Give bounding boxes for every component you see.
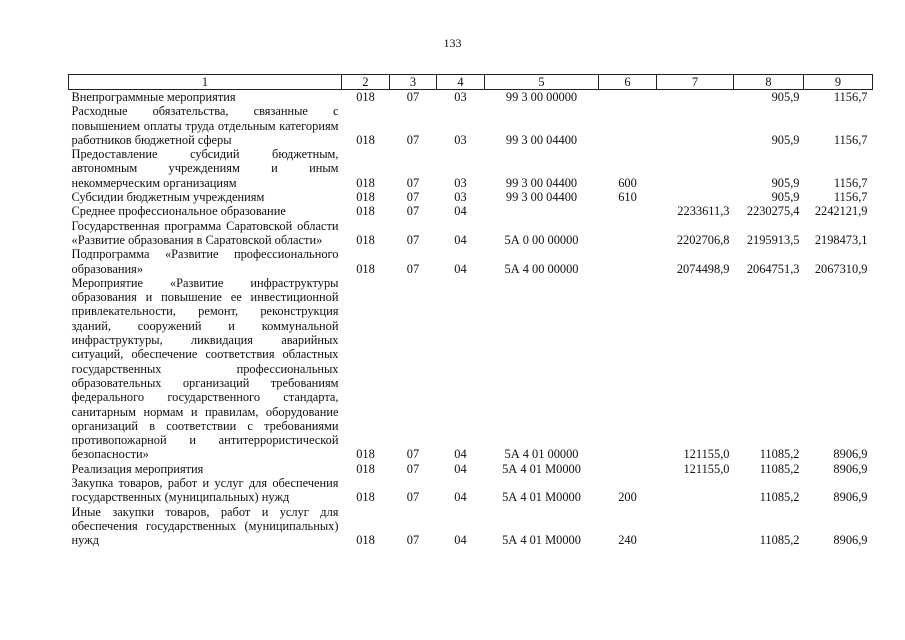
row-amount-col8: 11085,2 — [759, 461, 800, 476]
row-name: Среднее профессиональное образование — [71, 204, 286, 219]
row-target-article: 5А 4 00 00000 — [504, 261, 579, 276]
table-row — [69, 204, 873, 218]
row-expense-type: 240 — [618, 533, 637, 548]
row-amount-col9: 2067310,9 — [814, 261, 868, 276]
header-col-4: 4 — [437, 75, 485, 90]
row-name: Предоставление субсидий бюджетным, автономным учреждениям и иным некоммерческим организациям — [71, 147, 339, 190]
row-amount-col8: 905,9 — [771, 175, 800, 190]
row-target-article: 99 3 00 04400 — [505, 132, 578, 147]
row-ministry-code: 018 — [356, 447, 375, 462]
row-amount-col9: 8906,9 — [833, 447, 868, 462]
row-section: 07 — [406, 190, 420, 205]
row-expense-type — [599, 90, 657, 105]
row-amount-col7: 2074498,9 — [676, 261, 730, 276]
row-subsection: 04 — [454, 204, 467, 219]
row-section: 07 — [406, 447, 420, 462]
row-amount-col7 — [657, 476, 734, 505]
header-col-3: 3 — [390, 75, 437, 90]
table-body — [69, 90, 873, 548]
row-target-article: 5А 4 01 М0000 — [502, 461, 581, 476]
table-row — [69, 247, 873, 276]
budget-table — [68, 74, 873, 548]
row-ministry-code: 018 — [356, 490, 375, 505]
row-amount-col8: 905,9 — [771, 190, 800, 205]
row-expense-type: 200 — [618, 490, 637, 505]
row-amount-col8: 2230275,4 — [746, 204, 800, 219]
row-target-article: 5А 4 01 00000 — [504, 447, 579, 462]
header-col-8: 8 — [734, 75, 804, 90]
row-name: Внепрограммные мероприятия — [71, 90, 236, 104]
row-subsection: 04 — [454, 533, 467, 548]
row-amount-col7: 2233611,3 — [677, 204, 730, 219]
row-amount-col7 — [657, 90, 734, 105]
row-ministry-code: 018 — [356, 461, 375, 476]
row-ministry-code: 018 — [356, 204, 375, 219]
row-amount-col9: 2198473,1 — [814, 232, 868, 247]
row-ministry-code: 018 — [356, 533, 375, 548]
row-subsection: 04 — [454, 232, 467, 247]
row-amount-col8: 11085,2 — [759, 533, 800, 548]
row-expense-type — [599, 247, 657, 276]
row-amount-col7 — [657, 505, 734, 548]
row-ministry-code: 018 — [356, 261, 375, 276]
row-target-article — [485, 204, 599, 218]
table-header — [69, 75, 873, 90]
row-target-article: 5А 0 00 00000 — [504, 232, 579, 247]
row-subsection: 03 — [454, 132, 467, 147]
row-ministry-code: 018 — [356, 190, 375, 205]
row-amount-col9: 8906,9 — [833, 490, 868, 505]
row-subsection: 04 — [454, 447, 467, 462]
row-section: 07 — [406, 490, 420, 505]
row-ministry-code: 018 — [356, 175, 375, 190]
row-target-article: 5А 4 01 М0000 — [502, 533, 581, 548]
row-amount-col7 — [657, 104, 734, 147]
row-section: 07 — [406, 204, 420, 219]
row-expense-type: 600 — [618, 175, 637, 190]
table-row — [69, 505, 873, 548]
row-section: 07 — [406, 533, 420, 548]
row-expense-type — [599, 462, 657, 476]
row-ministry-code: 018 — [356, 232, 375, 247]
table-row — [69, 219, 873, 248]
table-row — [69, 462, 873, 476]
row-ministry-code: 018 — [356, 90, 375, 104]
row-amount-col9: 1156,7 — [833, 190, 868, 205]
row-subsection: 04 — [454, 490, 467, 505]
table-row — [69, 276, 873, 462]
header-col-9: 9 — [804, 75, 873, 90]
row-name: Субсидии бюджетным учреждениям — [71, 190, 265, 205]
row-name: Государственная программа Саратовской области «Развитие образования в Саратовской области» — [71, 218, 339, 247]
header-col-7: 7 — [657, 75, 734, 90]
header-col-1: 1 — [69, 75, 342, 90]
header-row — [69, 75, 873, 90]
header-col-5: 5 — [485, 75, 599, 90]
row-amount-col8: 11085,2 — [759, 490, 800, 505]
row-subsection: 03 — [454, 175, 467, 190]
row-amount-col9: 2242121,9 — [814, 204, 868, 219]
row-section: 07 — [406, 90, 420, 104]
row-amount-col9: 1156,7 — [833, 132, 868, 147]
row-section: 07 — [406, 175, 420, 190]
header-col-2: 2 — [342, 75, 390, 90]
row-amount-col9: 8906,9 — [833, 533, 868, 548]
row-amount-col8: 2064751,3 — [746, 261, 800, 276]
table-row — [69, 476, 873, 505]
row-name: Мероприятие «Развитие инфраструктуры образования и повышение ее инвестиционной привлекательности, ремонт, реконструкция зданий, сооружений и коммунальной инфраструктуры, ликвидация аварийных ситуаций, обеспечение соответствия областных государственных профессиональных образовательных организаций требованиям федерального государственного стандарта, санитарным нормам и правилам, оборудование организаций в соответствии с требованиями противопожарной и антитеррористической безопасности» — [71, 275, 339, 462]
row-amount-col7 — [657, 190, 734, 204]
row-amount-col8: 2195913,5 — [746, 232, 800, 247]
row-name: Подпрограмма «Развитие профессионального образования» — [71, 247, 339, 276]
row-expense-type: 610 — [618, 190, 637, 205]
row-expense-type — [599, 104, 657, 147]
row-target-article: 99 3 00 00000 — [505, 90, 578, 104]
table-row — [69, 147, 873, 190]
row-expense-type — [599, 204, 657, 218]
row-subsection: 03 — [454, 90, 467, 104]
table-row — [69, 104, 873, 147]
row-target-article: 99 3 00 04400 — [505, 190, 578, 205]
row-target-article: 5А 4 01 М0000 — [502, 490, 581, 505]
row-amount-col9: 1156,7 — [833, 90, 868, 104]
row-amount-col8: 11085,2 — [759, 447, 800, 462]
row-amount-col7 — [657, 147, 734, 190]
row-amount-col8: 905,9 — [771, 132, 800, 147]
row-amount-col9: 1156,7 — [833, 175, 868, 190]
row-target-article: 99 3 00 04400 — [505, 175, 578, 190]
row-amount-col7: 121155,0 — [683, 447, 730, 462]
row-name: Реализация мероприятия — [71, 461, 204, 476]
row-ministry-code: 018 — [356, 132, 375, 147]
table-row — [69, 190, 873, 204]
row-section: 07 — [406, 232, 420, 247]
row-name: Иные закупки товаров, работ и услуг для обеспечения государственных (муниципальных) нужд — [71, 504, 339, 548]
row-name: Закупка товаров, работ и услуг для обеспечения государственных (муниципальных) нужд — [71, 476, 339, 505]
row-amount-col7: 121155,0 — [683, 461, 730, 476]
page-number: 133 — [443, 36, 462, 50]
row-subsection: 03 — [454, 190, 467, 205]
table-row — [69, 90, 873, 105]
row-subsection: 04 — [454, 461, 467, 476]
row-subsection: 04 — [454, 261, 467, 276]
row-section: 07 — [406, 461, 420, 476]
row-section: 07 — [406, 132, 420, 147]
row-amount-col8: 905,9 — [771, 90, 800, 104]
row-section: 07 — [406, 261, 420, 276]
header-col-6: 6 — [599, 75, 657, 90]
row-amount-col9: 8906,9 — [833, 461, 868, 476]
row-expense-type — [599, 276, 657, 462]
row-expense-type — [599, 219, 657, 248]
row-amount-col7: 2202706,8 — [676, 232, 730, 247]
row-name: Расходные обязательства, связанные с повышением оплаты труда отдельным категориям работников бюджетной сферы — [71, 104, 339, 147]
